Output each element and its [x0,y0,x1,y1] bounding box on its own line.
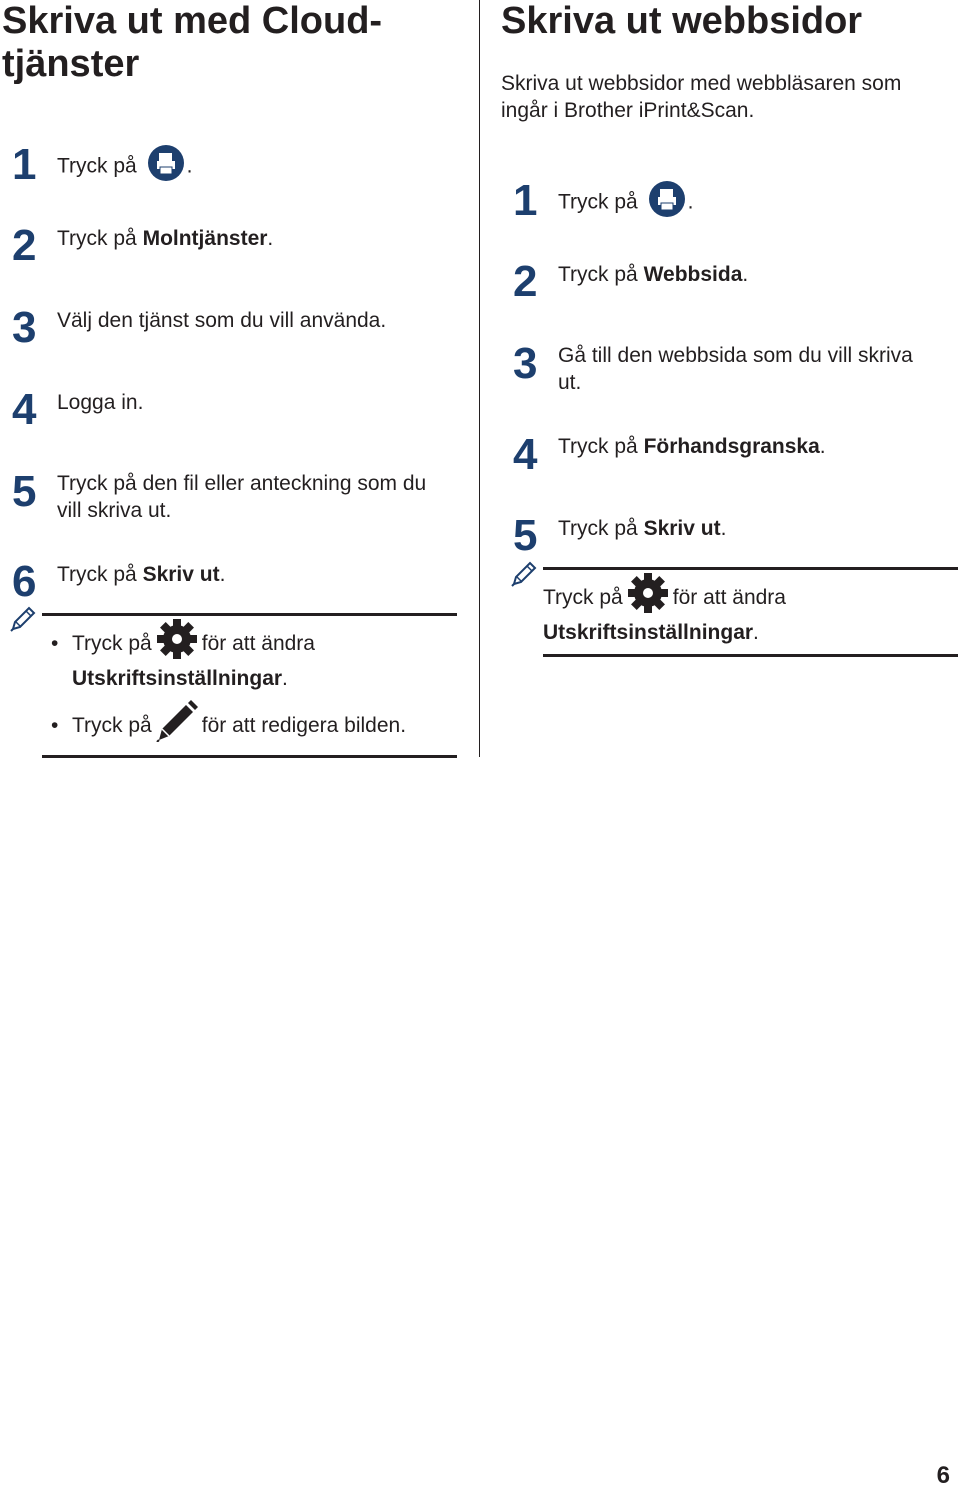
printer-icon[interactable] [648,180,686,218]
page-number: 6 [936,1462,950,1489]
left-title-line2: tjänster [2,43,140,85]
right-step-1-text: Tryck på . [558,188,693,218]
molntjanster-label: Molntjänster [142,227,268,250]
skriv-ut-label: Skriv ut [643,517,721,540]
left-step-1-number: 1 [12,140,37,189]
right-note-bottom-rule [543,654,958,657]
right-note-item-gear: Tryck på för att ändra Utskriftsinställningar. [543,580,786,650]
gear-icon[interactable] [155,617,199,661]
right-note-top-rule [543,567,958,570]
left-note-bottom-rule [42,755,457,758]
utskriftsinstallningar-label: Utskriftsinställningar [72,667,283,691]
utskriftsinstallningar-label: Utskriftsinställningar [543,621,754,645]
left-step-5-number: 5 [12,467,37,516]
left-step-4-number: 4 [12,385,37,434]
right-step-4-text: Tryck på Förhandsgranska. [558,435,826,458]
webbsida-label: Webbsida [643,263,743,286]
left-note-item-pen: • Tryck på för att redigera bilden. [72,708,406,743]
right-step-3-number: 3 [513,339,538,388]
right-step-2-text: Tryck på Webbsida. [558,263,749,286]
note-pencil-icon [511,559,539,587]
pen-icon[interactable] [155,698,199,742]
left-step-6-number: 6 [12,557,37,606]
left-step-1-text: Tryck på . [57,152,192,182]
left-step-3-number: 3 [12,303,37,352]
left-note-top-rule [42,613,457,616]
right-intro: Skriva ut webbsidor med webbläsaren som ingår i Brother iPrint&Scan. [501,72,902,122]
right-title: Skriva ut webbsidor [501,0,863,42]
left-title-line1: Skriva ut med Cloud- [2,0,383,42]
skriv-ut-label: Skriv ut [142,563,220,586]
right-step-3-text: Gå till den webbsida som du vill skriva ut. [558,344,913,394]
gear-icon[interactable] [626,571,670,615]
right-step-5-text: Tryck på Skriv ut. [558,517,727,540]
forhandsgranska-label: Förhandsgranska [643,435,820,458]
right-step-1-number: 1 [513,176,538,225]
note-pencil-icon [10,604,38,632]
right-step-5-number: 5 [513,511,538,560]
left-step-2-number: 2 [12,221,37,270]
left-step-4-text: Logga in. [57,391,144,414]
left-step-3-text: Välj den tjänst som du vill använda. [57,309,387,332]
column-divider [479,0,480,757]
left-note-item-gear: • Tryck på för att ändra Utskriftsinställningar. [72,626,315,696]
left-step-2-text: Tryck på Molntjänster. [57,227,274,250]
left-step-5-text: Tryck på den fil eller anteckning som du vill skriva ut. [57,472,427,522]
right-step-4-number: 4 [513,430,538,479]
right-step-2-number: 2 [513,257,538,306]
printer-icon[interactable] [147,144,185,182]
left-step-6-text: Tryck på Skriv ut. [57,563,226,586]
left-title [2,0,382,86]
